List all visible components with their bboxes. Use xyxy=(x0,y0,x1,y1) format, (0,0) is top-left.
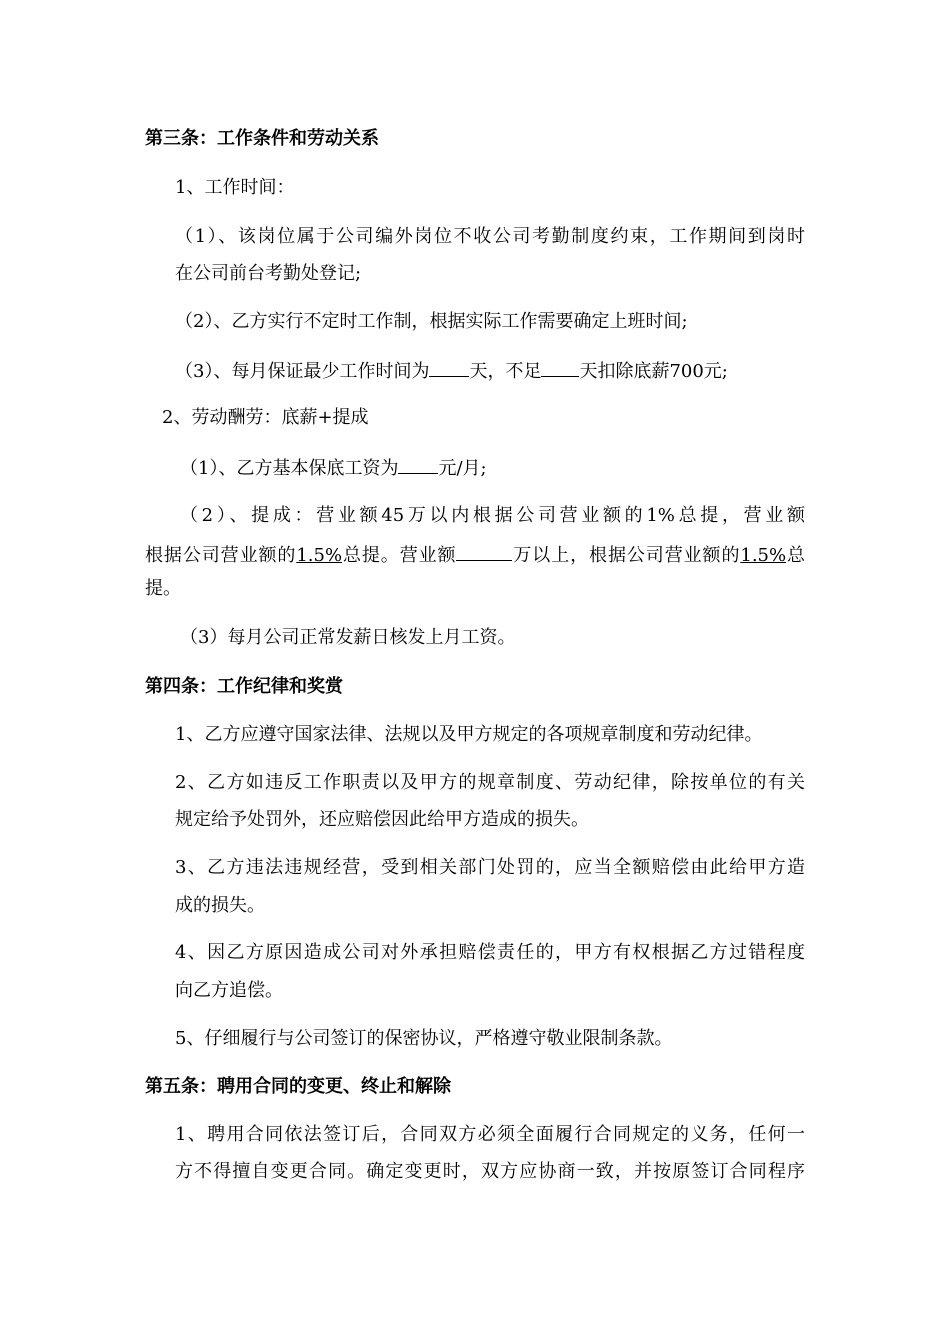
discipline-item-1: 1、乙方应遵守国家法律、法规以及甲方规定的各项规章制度和劳动纪律。 xyxy=(175,724,763,745)
clause-3-text-b: 天，不足 xyxy=(469,361,542,382)
pay-clause-2-line-3: 提。 xyxy=(145,578,181,599)
commission-rate-1: 1.5% xyxy=(296,545,343,566)
remuneration-item: 2、劳动酬劳：底薪+提成 xyxy=(162,407,369,428)
clause-3-text-a: （3）、每月保证最少工作时间为 xyxy=(175,361,430,382)
pay-clause-2-text-a: 根据公司营业额的 xyxy=(145,545,297,566)
pay-clause-1 xyxy=(180,455,487,481)
work-time-clause-1-line-1: （1）、该岗位属于公司编外岗位不收公司考勤制度约束，工作期间到岗时 xyxy=(175,226,805,247)
pay-clause-1-text-a: （1）、乙方基本保底工资为 xyxy=(180,458,399,479)
discipline-item-3-line-1: 3、乙方违法违规经营，受到相关部门处罚的，应当全额赔偿由此给甲方造 xyxy=(175,857,805,878)
pay-clause-2-text-d: 总 xyxy=(786,545,806,566)
pay-clause-2-text-c: 万以上，根据公司营业额的 xyxy=(512,545,741,566)
shortfall-days-blank xyxy=(541,358,579,377)
discipline-item-3-line-2: 成的损失。 xyxy=(175,895,265,916)
discipline-item-2-line-1: 2、乙方如违反工作职责以及甲方的规章制度、劳动纪律，除按单位的有关 xyxy=(175,772,805,793)
article-4-heading: 第四条：工作纪律和奖赏 xyxy=(145,676,343,697)
article-5-heading: 第五条：聘用合同的变更、终止和解除 xyxy=(145,1076,451,1097)
pay-clause-3: （3）每月公司正常发薪日核发上月工资。 xyxy=(180,627,516,648)
discipline-item-2-line-2: 规定给予处罚外，还应赔偿因此给甲方造成的损失。 xyxy=(175,809,589,830)
article-3-heading: 第三条：工作条件和劳动关系 xyxy=(145,128,379,149)
revenue-threshold-blank xyxy=(456,542,512,561)
discipline-item-5: 5、仔细履行与公司签订的保密协议，严格遵守敬业限制条款。 xyxy=(175,1028,673,1049)
contract-change-item-1-line-1: 1、聘用合同依法签订后，合同双方必须全面履行合同规定的义务，任何一 xyxy=(175,1124,805,1145)
contract-change-item-1-line-2: 方不得擅自变更合同。确定变更时，双方应协商一致，并按原签订合同程序 xyxy=(175,1161,805,1182)
pay-clause-2-text-b: 总提。营业额 xyxy=(342,545,457,566)
pay-clause-2-line-2 xyxy=(145,542,805,568)
clause-3-text-c: 天扣除底薪700元; xyxy=(579,361,728,382)
base-salary-blank xyxy=(398,455,438,474)
commission-rate-2: 1.5% xyxy=(740,545,787,566)
discipline-item-4-line-1: 4、因乙方原因造成公司对外承担赔偿责任的，甲方有权根据乙方过错程度 xyxy=(175,942,805,963)
work-time-clause-2: （2）、乙方实行不定时工作制，根据实际工作需要确定上班时间; xyxy=(175,311,688,332)
work-time-clause-3 xyxy=(175,358,728,384)
pay-clause-2-line-1: （2）、提成：营业额45万以内根据公司营业额的1%总提，营业额 xyxy=(180,505,805,526)
work-time-item: 1、工作时间： xyxy=(175,177,295,198)
work-time-clause-1-line-2: 在公司前台考勤处登记; xyxy=(175,263,362,284)
pay-clause-1-text-b: 元/月; xyxy=(438,458,487,479)
discipline-item-4-line-2: 向乙方追偿。 xyxy=(175,980,283,1001)
min-days-blank xyxy=(429,358,469,377)
